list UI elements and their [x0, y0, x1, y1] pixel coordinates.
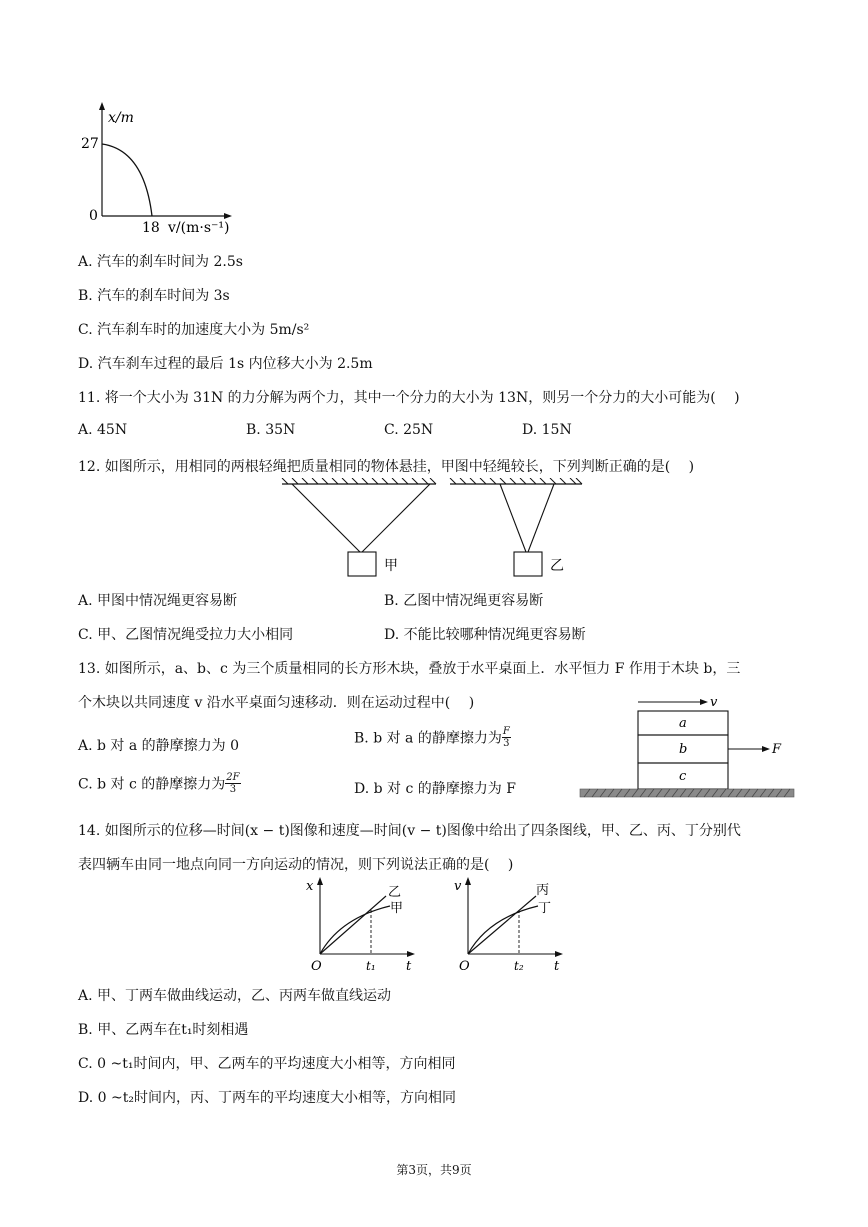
- q14-xt-label-yi: 乙: [388, 885, 402, 900]
- q12-label-jia: 甲: [384, 558, 398, 574]
- q12-option-d: D. 不能比较哪种情况绳更容易断: [384, 627, 586, 643]
- q14-xt-label-jia: 甲: [390, 901, 404, 916]
- q11-option-b: B. 35N: [246, 422, 296, 438]
- q10-y-tick: 27: [81, 136, 99, 152]
- q13-option-c: [78, 772, 241, 795]
- q14-xt-tick: t₁: [366, 959, 376, 973]
- q13-option-b-text: B. b 对 a 的静摩擦力为: [354, 730, 502, 747]
- q13-label-v: v: [710, 695, 718, 710]
- q13-figure: [578, 692, 798, 802]
- q13-option-c-den: 3: [229, 784, 237, 795]
- q14-stem-line1: 14. 如图所示的位移—时间(x − t)图像和速度—时间(v − t)图像中给出了四条图线，甲、乙、丙、丁分别代: [78, 823, 741, 839]
- q10-y-axis-label: x/m: [108, 110, 134, 126]
- q12-option-a: A. 甲图中情况绳更容易断: [78, 593, 238, 609]
- q13-option-b-num: F: [502, 726, 510, 737]
- q14-xt-origin: O: [311, 959, 322, 974]
- q12-stem: 12. 如图所示，用相同的两根轻绳把质量相同的物体悬挂，甲图中轻绳较长，下列判断正确的是( ): [78, 459, 695, 475]
- q14-vt-y-label: v: [454, 879, 462, 894]
- q14-option-c: C. 0 ~t₁时间内，甲、乙两车的平均速度大小相等，方向相同: [78, 1056, 456, 1072]
- q14-vt-label-ding: 丁: [538, 901, 552, 916]
- q13-option-c-fraction: [225, 772, 240, 795]
- q14-option-a: A. 甲、丁两车做曲线运动，乙、丙两车做直线运动: [78, 988, 392, 1004]
- q13-option-c-num: 2F: [226, 772, 240, 783]
- q12-option-c: C. 甲、乙图情况绳受拉力大小相同: [78, 627, 294, 643]
- q10-option-d: D. 汽车刹车过程的最后 1s 内位移大小为 2.5m: [78, 356, 373, 372]
- q14-vt-x-label: t: [554, 959, 560, 974]
- q12-figure: [278, 478, 598, 583]
- q12-label-yi: 乙: [550, 558, 564, 574]
- q11-option-c: C. 25N: [384, 422, 434, 438]
- q13-label-a: a: [679, 716, 687, 731]
- q14-vt-tick: t₂: [514, 959, 524, 973]
- q13-option-b: [354, 726, 511, 749]
- q13-option-d: D. b 对 c 的静摩擦力为 F: [354, 781, 516, 797]
- q14-xt-x-label: t: [406, 959, 412, 974]
- q10-option-c: C. 汽车刹车时的加速度大小为 5m/s²: [78, 322, 310, 338]
- q10-xv-graph: [78, 100, 258, 235]
- q11-stem: 11. 将一个大小为 31N 的力分解为两个力，其中一个分力的大小为 13N，则另一个分力的大小可能为( ): [78, 390, 740, 406]
- q14-stem-line2: 表四辆车由同一地点向同一方向运动的情况，则下列说法正确的是( ): [78, 857, 514, 873]
- q13-option-b-den: 3: [503, 738, 510, 749]
- q13-label-b: b: [679, 742, 688, 757]
- q13-label-c: c: [679, 769, 687, 784]
- q10-option-b: B. 汽车的刹车时间为 3s: [78, 288, 230, 304]
- q13-stem-line1: 13. 如图所示，a、b、c 为三个质量相同的长方形木块，叠放于水平桌面上．水平恒力 F 作用于木块 b，三: [78, 661, 741, 677]
- q11-option-d: D. 15N: [522, 422, 572, 438]
- q13-option-a: A. b 对 a 的静摩擦力为 0: [78, 738, 240, 754]
- q14-vt-origin: O: [459, 959, 470, 974]
- q10-option-a: A. 汽车的刹车时间为 2.5s: [78, 254, 243, 270]
- q10-x-tick: 18: [142, 220, 160, 235]
- q13-option-c-text: C. b 对 c 的静摩擦力为: [78, 776, 226, 793]
- q14-xt-y-label: x: [306, 879, 314, 894]
- q14-option-d: D. 0 ~t₂时间内，丙、丁两车的平均速度大小相等，方向相同: [78, 1090, 456, 1106]
- q10-x-axis-label: v/(m·s⁻¹): [168, 220, 230, 235]
- q14-xt-graph: [300, 874, 422, 976]
- q14-vt-graph: [448, 874, 570, 976]
- q11-option-a: A. 45N: [78, 422, 128, 438]
- q13-stem-line2: 个木块以共同速度 v 沿水平桌面匀速移动．则在运动过程中( ): [78, 695, 475, 711]
- q13-label-f: F: [772, 742, 782, 757]
- q14-vt-label-bing: 丙: [536, 883, 550, 898]
- q12-option-b: B. 乙图中情况绳更容易断: [384, 593, 544, 609]
- page-footer: 第3页，共9页: [396, 1163, 472, 1177]
- q14-option-b: B. 甲、乙两车在t₁时刻相遇: [78, 1022, 249, 1038]
- q10-origin: 0: [89, 208, 98, 224]
- q13-option-b-fraction: [502, 726, 511, 749]
